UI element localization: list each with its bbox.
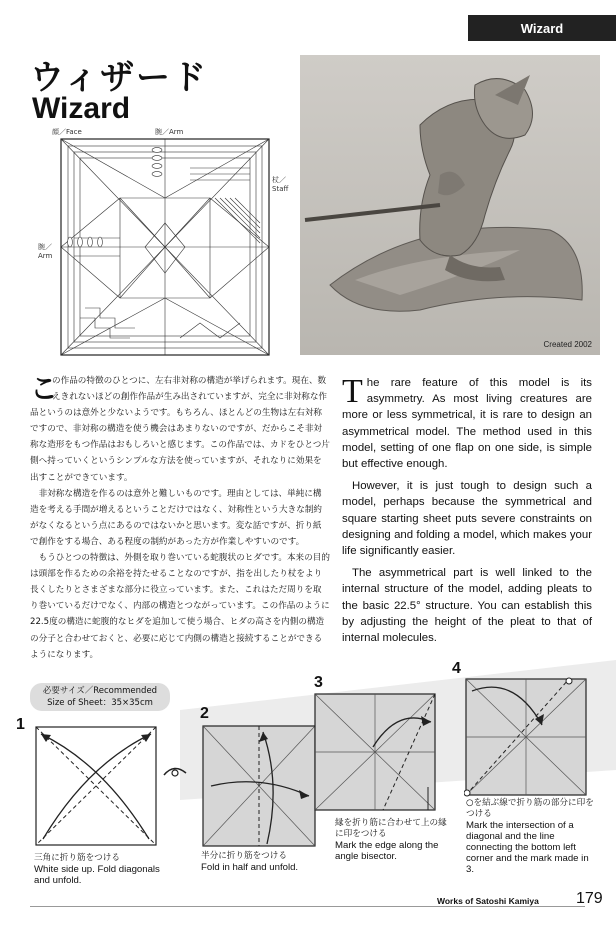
sheet-size-line1: 必要サイズ／Recommended (42, 686, 158, 696)
crease-pattern-diagram (60, 138, 270, 356)
cp-label-staff: 杖／ Staff (272, 176, 289, 193)
jp-paragraph: の作品の特徴のひとつに、左右非対称の構造が挙げられます。現在、数えきれないほどの創作作品が生み出されていますが、完全に非対称な作品というのは意外と少ないようです。もちろん、ほとんどの生物は左右対称ですので、非対称の構造を使う機会はあまりないのですが、だからこそ非対称な造形をもつ作品はおもしろいと感じます。この作品では、カドをひとつ片側へ持っていくというシンプルな方法を使っていますが、それなりに効果を出すことができています。 (30, 376, 330, 483)
page-title-jp: ウィザード (30, 58, 208, 98)
step-1-number: 1 (16, 716, 25, 733)
en-paragraph: However, it is just tough to design such a model, perhaps because the symmetrical and square starting sheet puts severe constraints on designing and folding a model, which makes your life significantly easier. (342, 480, 592, 558)
step-4-caption-en: Mark the intersection of a diagonal and the line connecting the bottom left corner and the mark made in 3. (466, 820, 589, 875)
step-4-caption-jp: ○を結ぶ線で折り筋の部分に印をつける (466, 798, 594, 819)
cp-label-face: 顔／Face (52, 128, 82, 136)
step-2-diagram (201, 724, 317, 848)
page-title-en: Wizard (32, 92, 131, 125)
jp-paragraph: 非対称な構造を作るのは意外と難しいものです。理由としては、単純に構造を考える手間が増えるということだけではなく、対称性という大きな制約がなくなるという点にあるのではないかと思います。変な話ですが、折り紙で創作をする場合、ある程度の制約があった方が作業しやすいのです。 (30, 488, 323, 547)
turn-over-icon (160, 763, 190, 781)
step-3-caption-en: Mark the edge along the angle bisector. (335, 840, 439, 862)
step-4-diagram (464, 677, 588, 797)
jp-dropcap: こ (30, 372, 59, 405)
step-1-diagram (33, 724, 161, 850)
step-4-caption (466, 798, 594, 875)
cp-label-arm-top: 腕／Arm (155, 128, 184, 136)
footer-divider (30, 906, 585, 907)
step-1-caption-en: White side up. Fold diagonals and unfold. (34, 864, 160, 886)
wizard-model-image (300, 55, 600, 355)
sheet-size-line2: Size of Sheet：35×35cm (47, 698, 153, 708)
en-dropcap: T (342, 373, 363, 410)
cp-label-arm-left: 腕／ Arm (38, 243, 53, 260)
model-photo (300, 55, 600, 355)
en-paragraph: The asymmetrical part is well linked to the internal structure of the model, adding pleats to the basic 22.5° structure. You can establish this by adjusting the height of the pleat to that of internal molecules. (342, 567, 592, 645)
step-3-caption-jp: 縁を折り筋に合わせて上の縁に印をつける (335, 818, 447, 839)
step-3-number: 3 (314, 674, 323, 691)
photo-caption: Created 2002 (543, 340, 592, 349)
footer-book-title: Works of Satoshi Kamiya (437, 896, 539, 906)
step-3-diagram (313, 692, 437, 812)
step-3-caption (335, 818, 447, 862)
jp-body-text (30, 373, 330, 663)
step-2-caption-en: Fold in half and unfold. (201, 862, 299, 873)
page-number: 179 (576, 890, 603, 907)
step-2-number: 2 (200, 705, 209, 722)
en-paragraph: he rare feature of this model is its asymmetry. As most living creatures are more or less symmetrical, it is rare to design an asymmetrical model. The method used in this model, setting of one flap on one side, is simple but effective enough. (342, 377, 592, 471)
step-4-number: 4 (452, 660, 461, 677)
step-2-caption (201, 851, 331, 873)
step-2-caption-jp: 半分に折り筋をつける (201, 851, 287, 861)
step-1-caption (34, 853, 174, 886)
section-tab: Wizard (468, 15, 616, 41)
step-1-caption-jp: 三角に折り筋をつける (34, 853, 120, 863)
jp-paragraph: もうひとつの特徴は、外側を取り巻いている蛇腹状のヒダです。本来の目的は頭部を作るための余裕を持たせることなのですが、指を出したり杖をより長くしたりとさまざまな部分に役立っています。また、これはただ周りを取り巻いているだけでなく、内部の構造とつながっています。この作品のように22.5度の構造に蛇腹的なヒダを追加して使う場合、ヒダの高さを内側の構造の分子と合わせておくと、必要に応じて内側の構造と接続することができるようになります。 (30, 553, 330, 660)
en-body-text (342, 375, 592, 652)
